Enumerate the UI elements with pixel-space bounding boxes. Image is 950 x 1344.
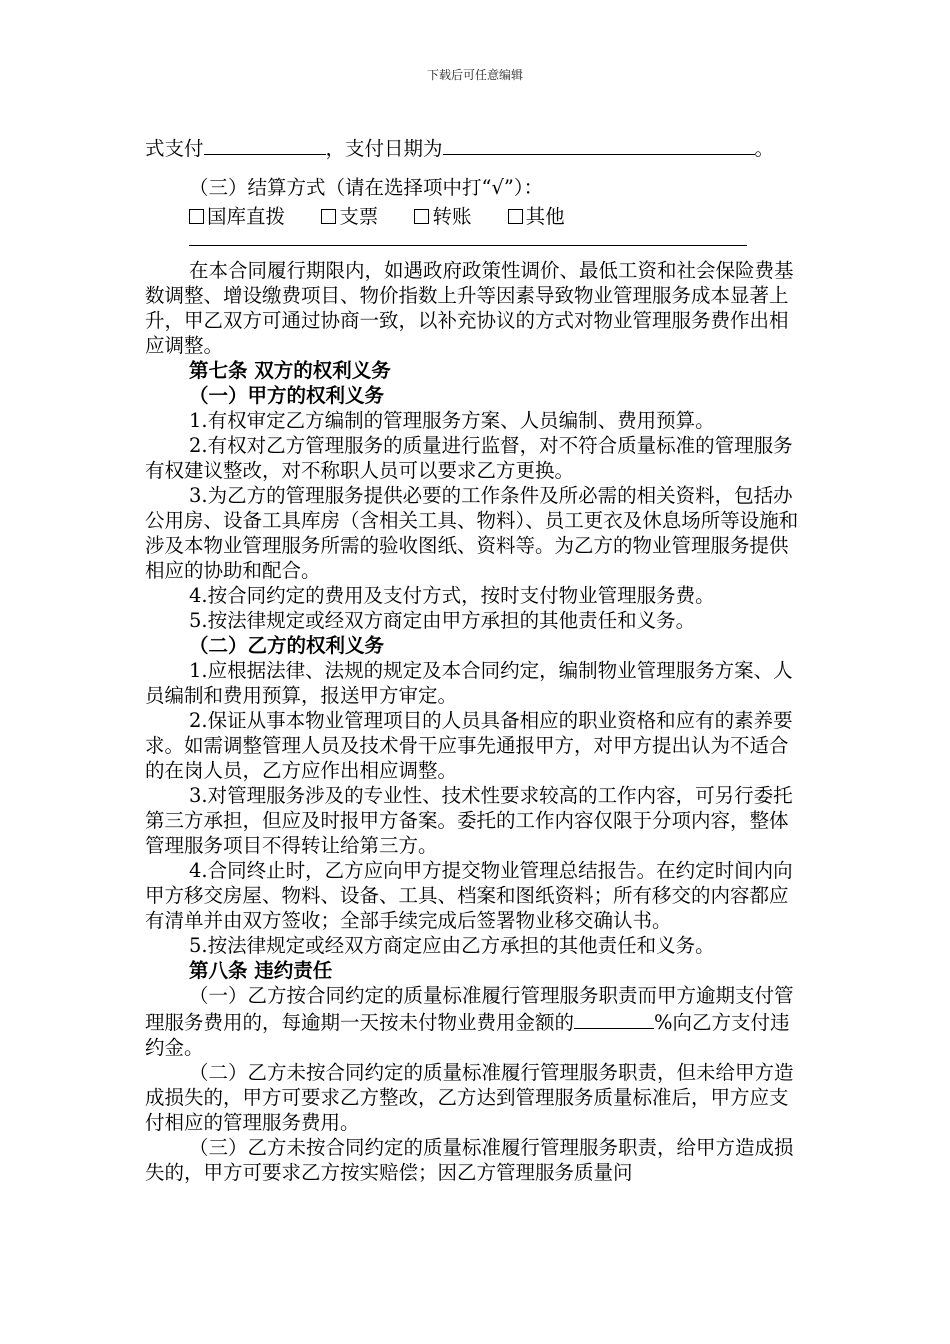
- party-b-item: 5.按法律规定或经双方商定应由乙方承担的其他责任和义务。: [189, 934, 715, 957]
- checkbox-icon[interactable]: [189, 209, 204, 224]
- payment-prefix: 式支付: [145, 137, 204, 160]
- party-a-item: 2.有权对乙方管理服务的质量进行监督，对不符合质量标准的管理服务有权建议整改，对不称职人员可以要求乙方更换。: [145, 434, 793, 482]
- party-a-item: 3.为乙方的管理服务提供必要的工作条件及所必需的相关资料，包括办公用房、设备工具库房（含相关工具、物料）、员工更衣及休息场所等设施和涉及本物业管理服务所需的验收图纸、资料等。为乙方的物业管理服务提供相应的协助和配合。: [145, 484, 799, 582]
- party-a-item: 4.按合同约定的费用及支付方式，按时支付物业管理服务费。: [189, 584, 715, 607]
- option-treasury[interactable]: 国库直拨: [189, 204, 285, 229]
- article7-title: 第七条 双方的权利义务: [189, 359, 391, 382]
- payment-method-blank[interactable]: [204, 134, 326, 155]
- page-header: 下载后可任意编辑: [426, 68, 523, 82]
- checkbox-icon[interactable]: [414, 209, 429, 224]
- payment-line: [145, 134, 805, 161]
- settlement-title: （三）结算方式（请在选择项中打“√”）：: [189, 176, 544, 199]
- party-b-item: 2.保证从事本物业管理项目的人员具备相应的职业资格和应有的素养要求。如需调整管理人员及技术骨干应事先通报甲方，对甲方提出认为不适合的在岗人员，乙方应作出相应调整。: [145, 709, 793, 782]
- article8-clause3: （三）乙方未按合同约定的质量标准履行管理服务职责，给甲方造成损失的，甲方可要求乙方按实赔偿；因乙方管理服务质量问: [145, 1136, 794, 1184]
- payment-date-blank[interactable]: [443, 134, 755, 155]
- article8-clause1: （一）乙方按合同约定的质量标准履行管理服务职责而甲方逾期支付管理服务费用的，每逾期一天按未付物业费用金额的 %向乙方支付违约金。: [145, 984, 794, 1059]
- option-check[interactable]: 支票: [321, 204, 378, 229]
- checkbox-icon[interactable]: [321, 209, 336, 224]
- penalty-rate-blank[interactable]: [574, 1008, 654, 1029]
- party-a-title: （一）甲方的权利义务: [189, 384, 385, 407]
- other-blank-line[interactable]: [189, 233, 747, 246]
- party-b-item: 4.合同终止时，乙方应向甲方提交物业管理总结报告。在约定时间内向甲方移交房屋、物料、设备、工具、档案和图纸资料；所有移交的内容都应有清单并由双方签收；全部手续完成后签署物业移交确认书。: [145, 859, 793, 932]
- payment-suffix: 。: [754, 137, 775, 160]
- party-b-title: （二）乙方的权利义务: [189, 634, 385, 657]
- party-b-item: 3.对管理服务涉及的专业性、技术性要求较高的工作内容，可另行委托第三方承担，但应及时报甲方备案。委托的工作内容仅限于分项内容，整体管理服务项目不得转让给第三方。: [145, 784, 793, 857]
- article8-clause2: （二）乙方未按合同约定的质量标准履行管理服务职责，但未给甲方造成损失的，甲方可要求乙方整改，乙方达到管理服务质量标准后，甲方应支付相应的管理服务费用。: [145, 1061, 794, 1134]
- document-body: [145, 134, 805, 1185]
- adjust-paragraph: 在本合同履行期限内，如遇政府政策性调价、最低工资和社会保险费基数调整、增设缴费项目、物价指数上升等因素导致物业管理服务成本显著上升，甲乙双方可通过协商一致，以补充协议的方式对物业管理服务费作出相应调整。: [145, 259, 794, 357]
- article8-title: 第八条 违约责任: [189, 959, 333, 982]
- party-b-item: 1.应根据法律、法规的规定及本合同约定，编制物业管理服务方案、人员编制和费用预算，报送甲方审定。: [145, 659, 793, 707]
- payment-middle: ，支付日期为: [325, 137, 443, 160]
- checkbox-icon[interactable]: [508, 209, 523, 224]
- party-a-item: 5.按法律规定或经双方商定由甲方承担的其他责任和义务。: [189, 609, 696, 632]
- settlement-options: [189, 204, 805, 229]
- option-transfer[interactable]: 转账: [414, 204, 471, 229]
- party-a-item: 1.有权审定乙方编制的管理服务方案、人员编制、费用预算。: [189, 409, 715, 432]
- option-other[interactable]: 其他: [508, 204, 565, 229]
